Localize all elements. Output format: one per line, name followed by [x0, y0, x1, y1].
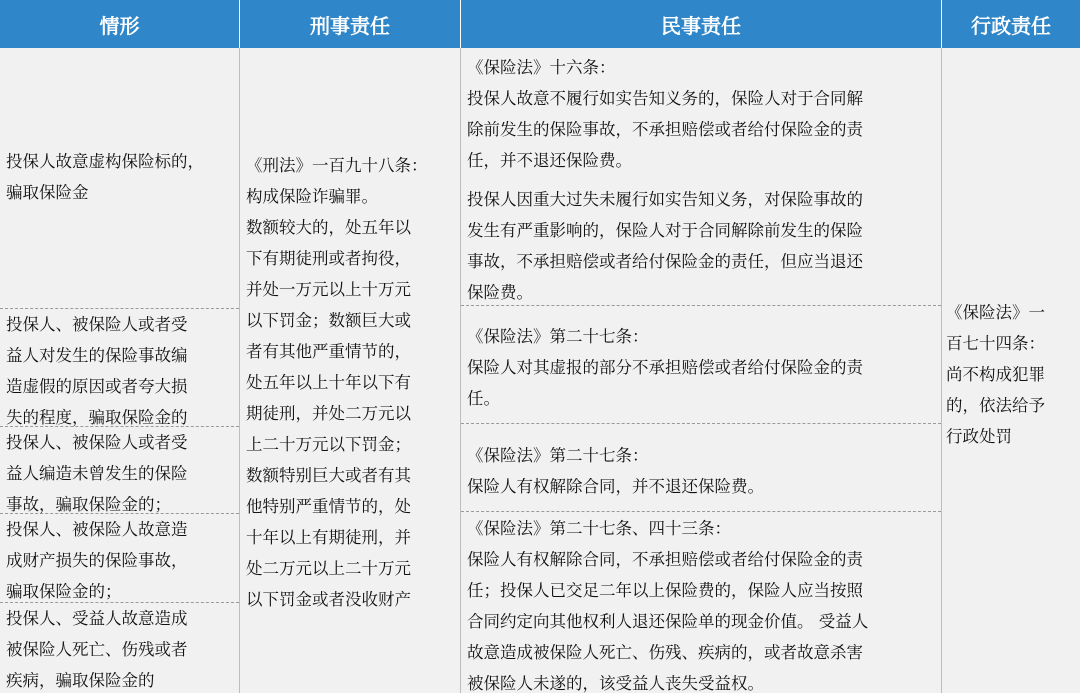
text-line: 者有其他严重情节的，: [246, 342, 411, 361]
text-line: 保险费。: [467, 283, 533, 302]
text-line: 并处一万元以上十万元: [246, 280, 411, 299]
header-situation: 情形: [0, 0, 239, 48]
paragraph-gap: [467, 176, 935, 184]
header-administrative: 行政责任: [942, 0, 1080, 48]
text-line: 处二万元以上二十万元: [246, 559, 411, 578]
text-line: 十年以上有期徒刑，并: [246, 528, 411, 547]
text-line: 疾病，骗取保险金的: [6, 671, 155, 690]
text-line: 下有期徒刑或者拘役，: [246, 249, 411, 268]
header-separator: [239, 0, 240, 48]
text-line: 除前发生的保险事故，不承担赔偿或者给付保险金的责: [467, 120, 863, 139]
text-line: 发生有严重影响的，保险人对于合同解除前发生的保险: [467, 221, 863, 240]
header-criminal: 刑事责任: [240, 0, 460, 48]
text-line: 益人对发生的保险事故编: [6, 346, 188, 365]
text-line: 被保险人死亡、伤残或者: [6, 640, 188, 659]
text-line: 任；投保人已交足二年以上保险费的，保险人应当按照: [467, 581, 863, 600]
text-line: 事故，不承担赔偿或者给付保险金的责任，但应当退还: [467, 252, 863, 271]
text-line: 尚不构成犯罪: [946, 365, 1045, 384]
text-line: 上二十万元以下罚金；: [246, 435, 411, 454]
text-line: 事故，骗取保险金的；: [6, 495, 171, 514]
text-line: 骗取保险金的；: [6, 582, 122, 601]
text-line: 益人编造未曾发生的保险: [6, 464, 188, 483]
header-civil: 民事责任: [461, 0, 941, 48]
text-line: 处五年以上十年以下有: [246, 373, 411, 392]
row-divider: [461, 423, 941, 424]
situation-cell: [0, 146, 239, 208]
text-line: 《保险法》第二十七条、四十三条：: [467, 519, 731, 538]
text-line: 数额较大的，处五年以: [246, 218, 411, 237]
text-line: 投保人、被保险人或者受: [6, 433, 188, 452]
civil-liability-cell: [461, 321, 941, 414]
administrative-liability-cell: [942, 297, 1080, 452]
header-separator: [941, 0, 942, 48]
text-line: 合同约定向其他权利人退还保险单的现金价值。 受益人: [467, 612, 869, 631]
text-line: 以下罚金或者没收财产: [246, 590, 411, 609]
text-line: 的，依法给予: [946, 396, 1045, 415]
text-line: 任。: [467, 389, 500, 408]
text-line: 投保人、被保险人故意造: [6, 520, 188, 539]
text-line: 投保人故意不履行如实告知义务的，保险人对于合同解: [467, 89, 863, 108]
text-line: 构成保险诈骗罪。: [246, 187, 378, 206]
row-divider: [461, 511, 941, 512]
header-separator: [460, 0, 461, 48]
text-line: 投保人、受益人故意造成: [6, 609, 188, 628]
text-line: 成财产损失的保险事故，: [6, 551, 188, 570]
situation-cell: [0, 427, 239, 520]
text-line: 投保人故意虚构保险标的，: [6, 152, 204, 171]
civil-liability-cell: [461, 52, 941, 308]
text-line: 保险人有权解除合同，并不退还保险费。: [467, 477, 764, 496]
text-line: 期徒刑，并处二万元以: [246, 404, 411, 423]
text-line: 保险人有权解除合同，不承担赔偿或者给付保险金的责: [467, 550, 863, 569]
text-line: 故意造成被保险人死亡、伤残、疾病的，或者故意杀害: [467, 643, 863, 662]
text-line: 任，并不退还保险费。: [467, 151, 632, 170]
text-line: 《保险法》一: [946, 303, 1045, 322]
text-line: 以下罚金；数额巨大或: [246, 311, 411, 330]
text-line: 《刑法》一百九十八条：: [246, 156, 428, 175]
criminal-liability-cell: [240, 150, 460, 615]
text-line: 《保险法》第二十七条：: [467, 446, 649, 465]
text-line: 保险人对其虚报的部分不承担赔偿或者给付保险金的责: [467, 358, 863, 377]
situation-cell: [0, 603, 239, 696]
text-line: 数额特别巨大或者有其: [246, 466, 411, 485]
text-line: 《保险法》第二十七条：: [467, 327, 649, 346]
text-line: 行政处罚: [946, 427, 1012, 446]
civil-liability-cell: [461, 513, 941, 699]
text-line: 投保人因重大过失未履行如实告知义务，对保险事故的: [467, 190, 863, 209]
civil-liability-cell: [461, 440, 941, 502]
text-line: 百七十四条：: [946, 334, 1045, 353]
text-line: 《保险法》十六条：: [467, 58, 616, 77]
text-line: 投保人、被保险人或者受: [6, 315, 188, 334]
text-line: 骗取保险金: [6, 183, 89, 202]
text-line: 造虚假的原因或者夸大损: [6, 377, 188, 396]
situation-cell: [0, 309, 239, 433]
text-line: 他特别严重情节的，处: [246, 497, 411, 516]
text-line: 被保险人未遂的，该受益人丧失受益权。: [467, 674, 764, 693]
situation-cell: [0, 514, 239, 607]
text-line: 失的程度，骗取保险金的: [6, 408, 188, 427]
